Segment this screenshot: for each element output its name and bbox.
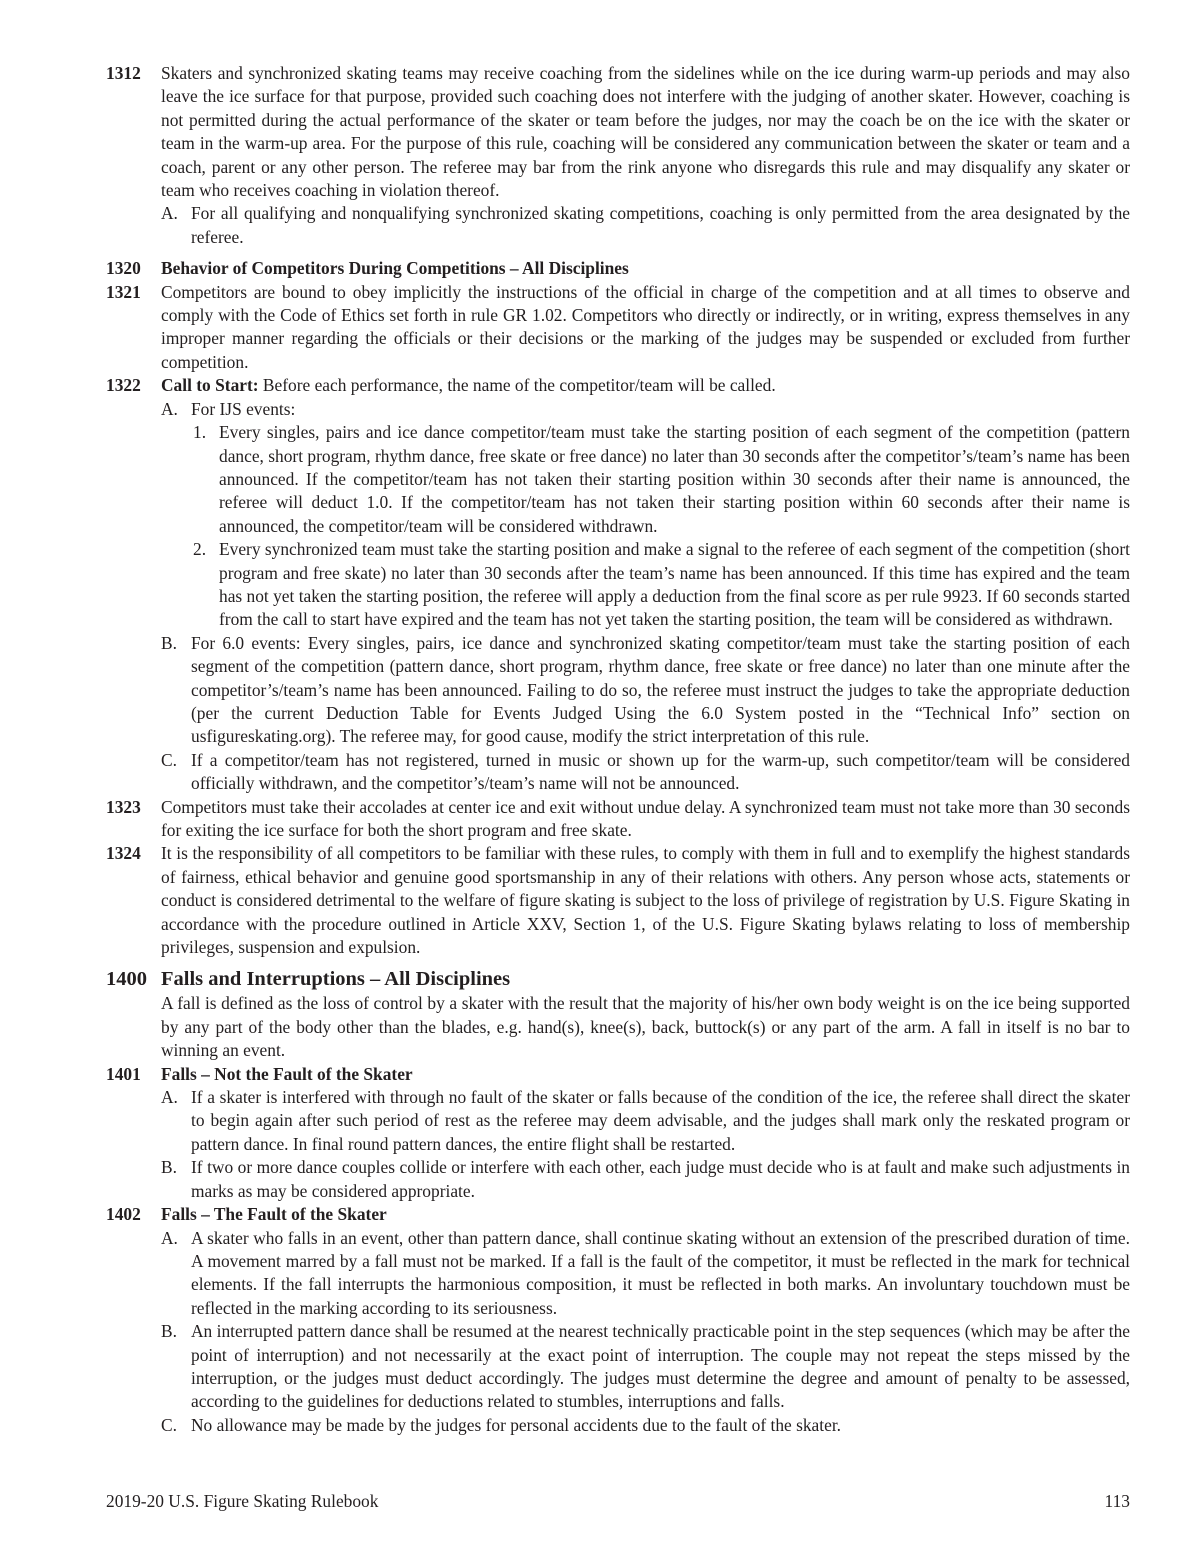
rule-1322-b — [0, 632, 1200, 749]
item-label: B. — [161, 632, 177, 653]
rule-number: 1324 — [106, 843, 141, 864]
item-text: For all qualifying and nonqualifying synchronized skating competitions, coaching is only permitted from the area designated by the referee. — [191, 203, 1130, 247]
rule-heading: Falls – The Fault of the Skater — [161, 1204, 387, 1225]
rule-1401-b — [0, 1156, 1200, 1203]
item-text: For IJS events: — [191, 398, 296, 419]
item-label: B. — [161, 1157, 177, 1178]
rule-lead: Call to Start: — [161, 375, 259, 396]
item-label: C. — [161, 749, 177, 770]
rule-lead-text: Before each performance, the name of the competitor/team will be called. — [258, 375, 776, 396]
rule-1323 — [0, 796, 1200, 843]
item-text: Every singles, pairs and ice dance competitor/team must take the starting position of each segment of the competition (pattern dance, short program, rhythm dance, free skate or free dance) no later than 30 seconds after the competitor’s/team’s name has been announced. If the competitor/team has not taken their starting position within 30 seconds after their name is announced, the referee will deduct 1.0. If the competitor/team has not taken their starting position within 60 seconds after their name is announced, the competitor/team will be considered withdrawn. — [219, 422, 1130, 536]
item-text: If a competitor/team has not registered, turned in music or shown up for the warm-up, such competitor/team will be considered officially withdrawn, and the competitor’s/team’s name will not be announced. — [191, 749, 1130, 794]
item-text: A skater who falls in an event, other than pattern dance, shall continue skating without an extension of the prescribed duration of time. A movement marred by a fall must not be marked. If a fall is the fault of the competitor, it must be reflected in the mark for technical elements. If the fall interrupts the harmonious composition, it must be reflected in both marks. An involuntary touchdown must be reflected in the marking according to its seriousness. — [191, 1227, 1130, 1318]
rule-1320 — [0, 257, 1200, 280]
rule-1312-a — [0, 202, 1200, 249]
rule-number: 1400 — [106, 968, 147, 991]
rule-1322-a-2 — [0, 538, 1200, 632]
item-label: A. — [161, 1087, 178, 1108]
rule-1322-c — [0, 749, 1200, 796]
section-heading: Falls and Interruptions – All Disciplines — [161, 968, 511, 991]
item-label: 2. — [193, 539, 207, 560]
rule-text: Skaters and synchronized skating teams may receive coaching from the sidelines while on the ice during warm-up periods and may also leave the ice surface for that purpose, provided such coaching does not interfere with the judging of another skater. However, coaching is not permitted during the actual performance of the skater or team before the judges, nor may the coach be on the ice with the skater or team in the warm-up area. For the purpose of this rule, coaching will be considered any communication between the skater or team and a coach, parent or any other person. The referee may bar from the rink anyone who disregards this rule and may disqualify any skater or team who receives coaching in violation thereof. — [161, 63, 1130, 201]
rulebook-page — [0, 62, 1200, 1437]
rule-1312 — [0, 62, 1200, 202]
item-text: For 6.0 events: Every singles, pairs, ice dance and synchronized skating competitor/team must take the starting position of each segment of the competition (pattern dance, short program, rhythm dance, free skate or free dance) no later than one minute after the competitor’s/team’s name has been announced. Failing to do so, the referee must instruct the judges to take the appropriate deduction (per the current Deduction Table for Events Judged Using the 6.0 System posted in the “Technical Info” section on usfigureskating.org). The referee may, for good cause, modify the strict interpretation of this rule. — [191, 632, 1130, 747]
rule-text: It is the responsibility of all competitors to be familiar with these rules, to comply with them in full and to exemplify the highest standards of fairness, ethical behavior and genuine good sportsmanship in any of their relations with others. Any person whose acts, statements or conduct is considered detrimental to the welfare of figure skating is subject to the loss of privilege of registration by U.S. Figure Skating in accordance with the procedure outlined in Article XXV, Section 1, of the U.S. Figure Skating bylaws relating to loss of membership privileges, suspension and expulsion. — [161, 843, 1130, 958]
footer-book-title: 2019-20 U.S. Figure Skating Rulebook — [106, 1491, 379, 1511]
item-label: A. — [161, 398, 178, 419]
rule-1401 — [0, 1063, 1200, 1086]
item-text: If a skater is interfered with through no fault of the skater or falls because of the condition of the ice, the referee shall direct the skater to begin again after such period of rest as the referee may deem advisable, and the judges shall mark only the reskated program or pattern dance. In final round pattern dances, the entire flight shall be restarted. — [191, 1087, 1130, 1154]
rule-1324 — [0, 842, 1200, 959]
rule-text — [161, 374, 1130, 397]
item-text: An interrupted pattern dance shall be resumed at the nearest technically practicable point in the step sequences (which may be after the point of interruption) and not necessarily at the exact point of interruption. The couple may not repeat the steps missed by the interruption, or the judges must deduct accordingly. The judges must determine the degree and amount of penalty to be assessed, according to the guidelines for deductions related to stumbles, interruptions and falls. — [191, 1321, 1130, 1412]
rule-1402-a — [0, 1227, 1200, 1321]
rule-number: 1321 — [106, 281, 141, 302]
rule-1322-a — [0, 398, 1200, 421]
rule-heading: Falls – Not the Fault of the Skater — [161, 1063, 413, 1084]
item-label: 1. — [193, 422, 207, 443]
rule-number: 1402 — [106, 1204, 141, 1225]
rule-text: Competitors must take their accolades at center ice and exit without undue delay. A synchronized team must not take more than 30 seconds for exiting the ice surface for both the short program and free skate. — [161, 796, 1130, 840]
rule-1400 — [0, 967, 1200, 992]
item-label: B. — [161, 1321, 177, 1342]
item-label: C. — [161, 1414, 177, 1435]
rule-text: A fall is defined as the loss of control by a skater with the result that the majority of his/her own body weight is on the ice being supported by any part of the body other than the blades, e.g. hand(s), knee(s), back, buttock(s) or any part of the arm. A fall in itself is no bar to winning an event. — [161, 993, 1130, 1061]
footer-page-number: 113 — [1104, 1491, 1130, 1511]
rule-1400-body — [0, 992, 1200, 1062]
item-text: If two or more dance couples collide or interfere with each other, each judge must decide who is at fault and make such adjustments in marks as may be considered appropriate. — [191, 1157, 1130, 1201]
rule-1322 — [0, 374, 1200, 397]
rule-1402 — [0, 1203, 1200, 1226]
item-label: A. — [161, 203, 178, 224]
rule-number: 1312 — [106, 63, 141, 83]
item-text: Every synchronized team must take the starting position and make a signal to the referee of each segment of the competition (short program and free skate) no later than 30 seconds after the team’s name has been announced. If this time has expired and the team has not yet taken the starting position, the referee will apply a deduction from the final score as per rule 9923. If 60 seconds started from the call to start have expired and the team has not yet taken the starting position, the team will be considered as withdrawn. — [219, 539, 1130, 630]
rule-1402-c — [0, 1414, 1200, 1437]
rule-1321 — [0, 281, 1200, 375]
item-text: No allowance may be made by the judges for personal accidents due to the fault of the skater. — [191, 1414, 841, 1435]
rule-text: Competitors are bound to obey implicitly the instructions of the official in charge of the competition and at all times to observe and comply with the Code of Ethics set forth in rule GR 1.02. Competitors who directly or indirectly, or in writing, express themselves in any improper manner regarding the officials or their decisions or the marking of the judges may be suspended or excluded from further competition. — [161, 281, 1130, 372]
rule-number: 1323 — [106, 796, 141, 817]
item-label: A. — [161, 1227, 178, 1248]
rule-1401-a — [0, 1086, 1200, 1156]
rule-heading: Behavior of Competitors During Competitions – All Disciplines — [161, 258, 629, 279]
rule-number: 1401 — [106, 1063, 141, 1084]
rule-1322-a-1 — [0, 421, 1200, 538]
rule-number: 1320 — [106, 258, 141, 279]
rule-1402-b — [0, 1320, 1200, 1414]
rule-number: 1322 — [106, 375, 141, 396]
